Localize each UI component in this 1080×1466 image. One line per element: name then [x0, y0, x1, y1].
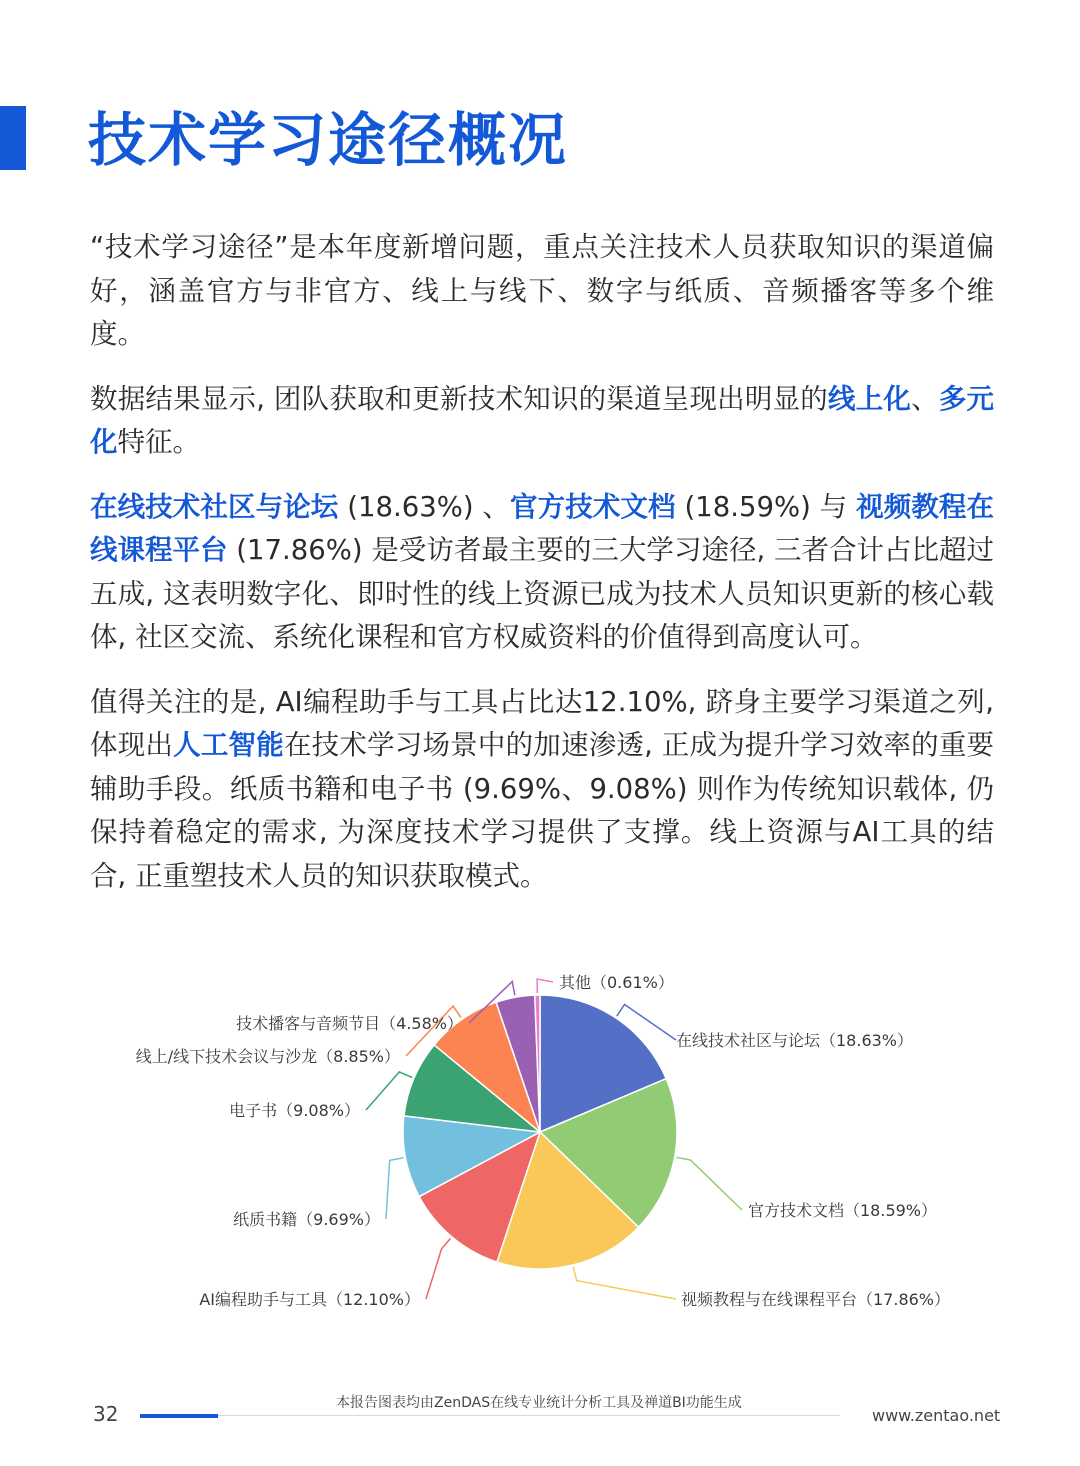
pie-chart-svg: [0, 960, 1080, 1340]
pie-leader-line: [677, 1157, 742, 1210]
pie-slice-label: 在线技术社区与论坛（18.63%）: [676, 1031, 914, 1050]
text-run: “技术学习途径”是本年度新增问题，重点关注技术人员获取知识的渠道偏好，涵盖官方与非官方、线上与线下、数字与纸质、音频播客等多个维度。: [90, 231, 994, 350]
title-accent-bar: [0, 106, 26, 170]
text-run: (18.63%) 、: [338, 490, 511, 523]
highlight-term: 在线技术社区与论坛: [90, 490, 339, 523]
pie-chart: [0, 960, 1080, 1340]
page-title: 技术学习途径概况: [88, 106, 569, 174]
text-run: 值得关注的是, AI编程助手与工具占比达12.10%, 跻身主要学习渠道之列, 体现出: [90, 685, 994, 761]
pie-leader-line: [573, 1267, 676, 1299]
footer-divider: [218, 1415, 840, 1416]
pie-slice-label: 官方技术文档（18.59%）: [748, 1201, 938, 1220]
page-footer: [0, 1380, 1080, 1440]
paragraph-3: [90, 486, 994, 660]
footer-url[interactable]: www.zentao.net: [872, 1406, 1001, 1425]
highlight-term: 官方技术文档: [510, 490, 676, 523]
paragraph-4: [90, 681, 994, 899]
pie-slice-label: AI编程助手与工具（12.10%）: [199, 1290, 420, 1309]
pie-leader-line: [537, 979, 553, 993]
pie-slice-label: 纸质书籍（9.69%）: [233, 1210, 380, 1229]
pie-slice-label: 其他（0.61%）: [559, 973, 674, 992]
highlight-term: 视频教程在线课程平台: [90, 490, 994, 566]
footer-note: 本报告图表均由ZenDAS在线专业统计分析工具及禅道BI功能生成: [336, 1395, 742, 1411]
pie-slice-label: 电子书（9.08%）: [229, 1101, 360, 1120]
pie-slice-label: 线上/线下技术会议与沙龙（8.85%）: [135, 1047, 400, 1066]
text-run: 数据结果显示, 团队获取和更新技术知识的渠道呈现出明显的: [90, 382, 828, 415]
pie-slice-label: 视频教程与在线课程平台（17.86%）: [681, 1290, 951, 1309]
page-number: 32: [93, 1402, 119, 1426]
text-run: 特征。: [117, 426, 200, 458]
footer-accent-line: [140, 1414, 218, 1418]
text-run: (18.59%) 与: [675, 490, 857, 523]
body-text: [90, 226, 994, 919]
paragraph-1: [90, 226, 994, 357]
pie-leader-line: [386, 1158, 403, 1219]
pie-slice-label: 技术播客与音频节目（4.58%）: [236, 1014, 463, 1033]
paragraph-2: [90, 378, 994, 465]
text-run: 在技术学习场景中的加速渗透, 正成为提升学习效率的重要辅助手段。纸质书籍和电子书 (9.69%、9.08%) 则作为传统知识载体, 仍保持着稳定的需求, 为深度技术学习提供了支撑。线上资源与AI工具的结合, 正重塑技术人员的知识获取模式。: [90, 729, 995, 892]
text-run: (17.86%) 是受访者最主要的三大学习途径, 三者合计占比超过五成, 这表明数字化、即时性的线上资源已成为技术人员知识更新的核心载体, 社区交流、系统化课程和官方权威资料的价值得到高度认可。: [90, 534, 995, 653]
text-run: 、: [911, 382, 939, 415]
highlight-term: 多元化: [90, 382, 995, 458]
highlight-term: 人工智能: [173, 729, 284, 761]
highlight-term: 线上化: [827, 382, 912, 415]
pie-leader-line: [426, 1238, 450, 1299]
